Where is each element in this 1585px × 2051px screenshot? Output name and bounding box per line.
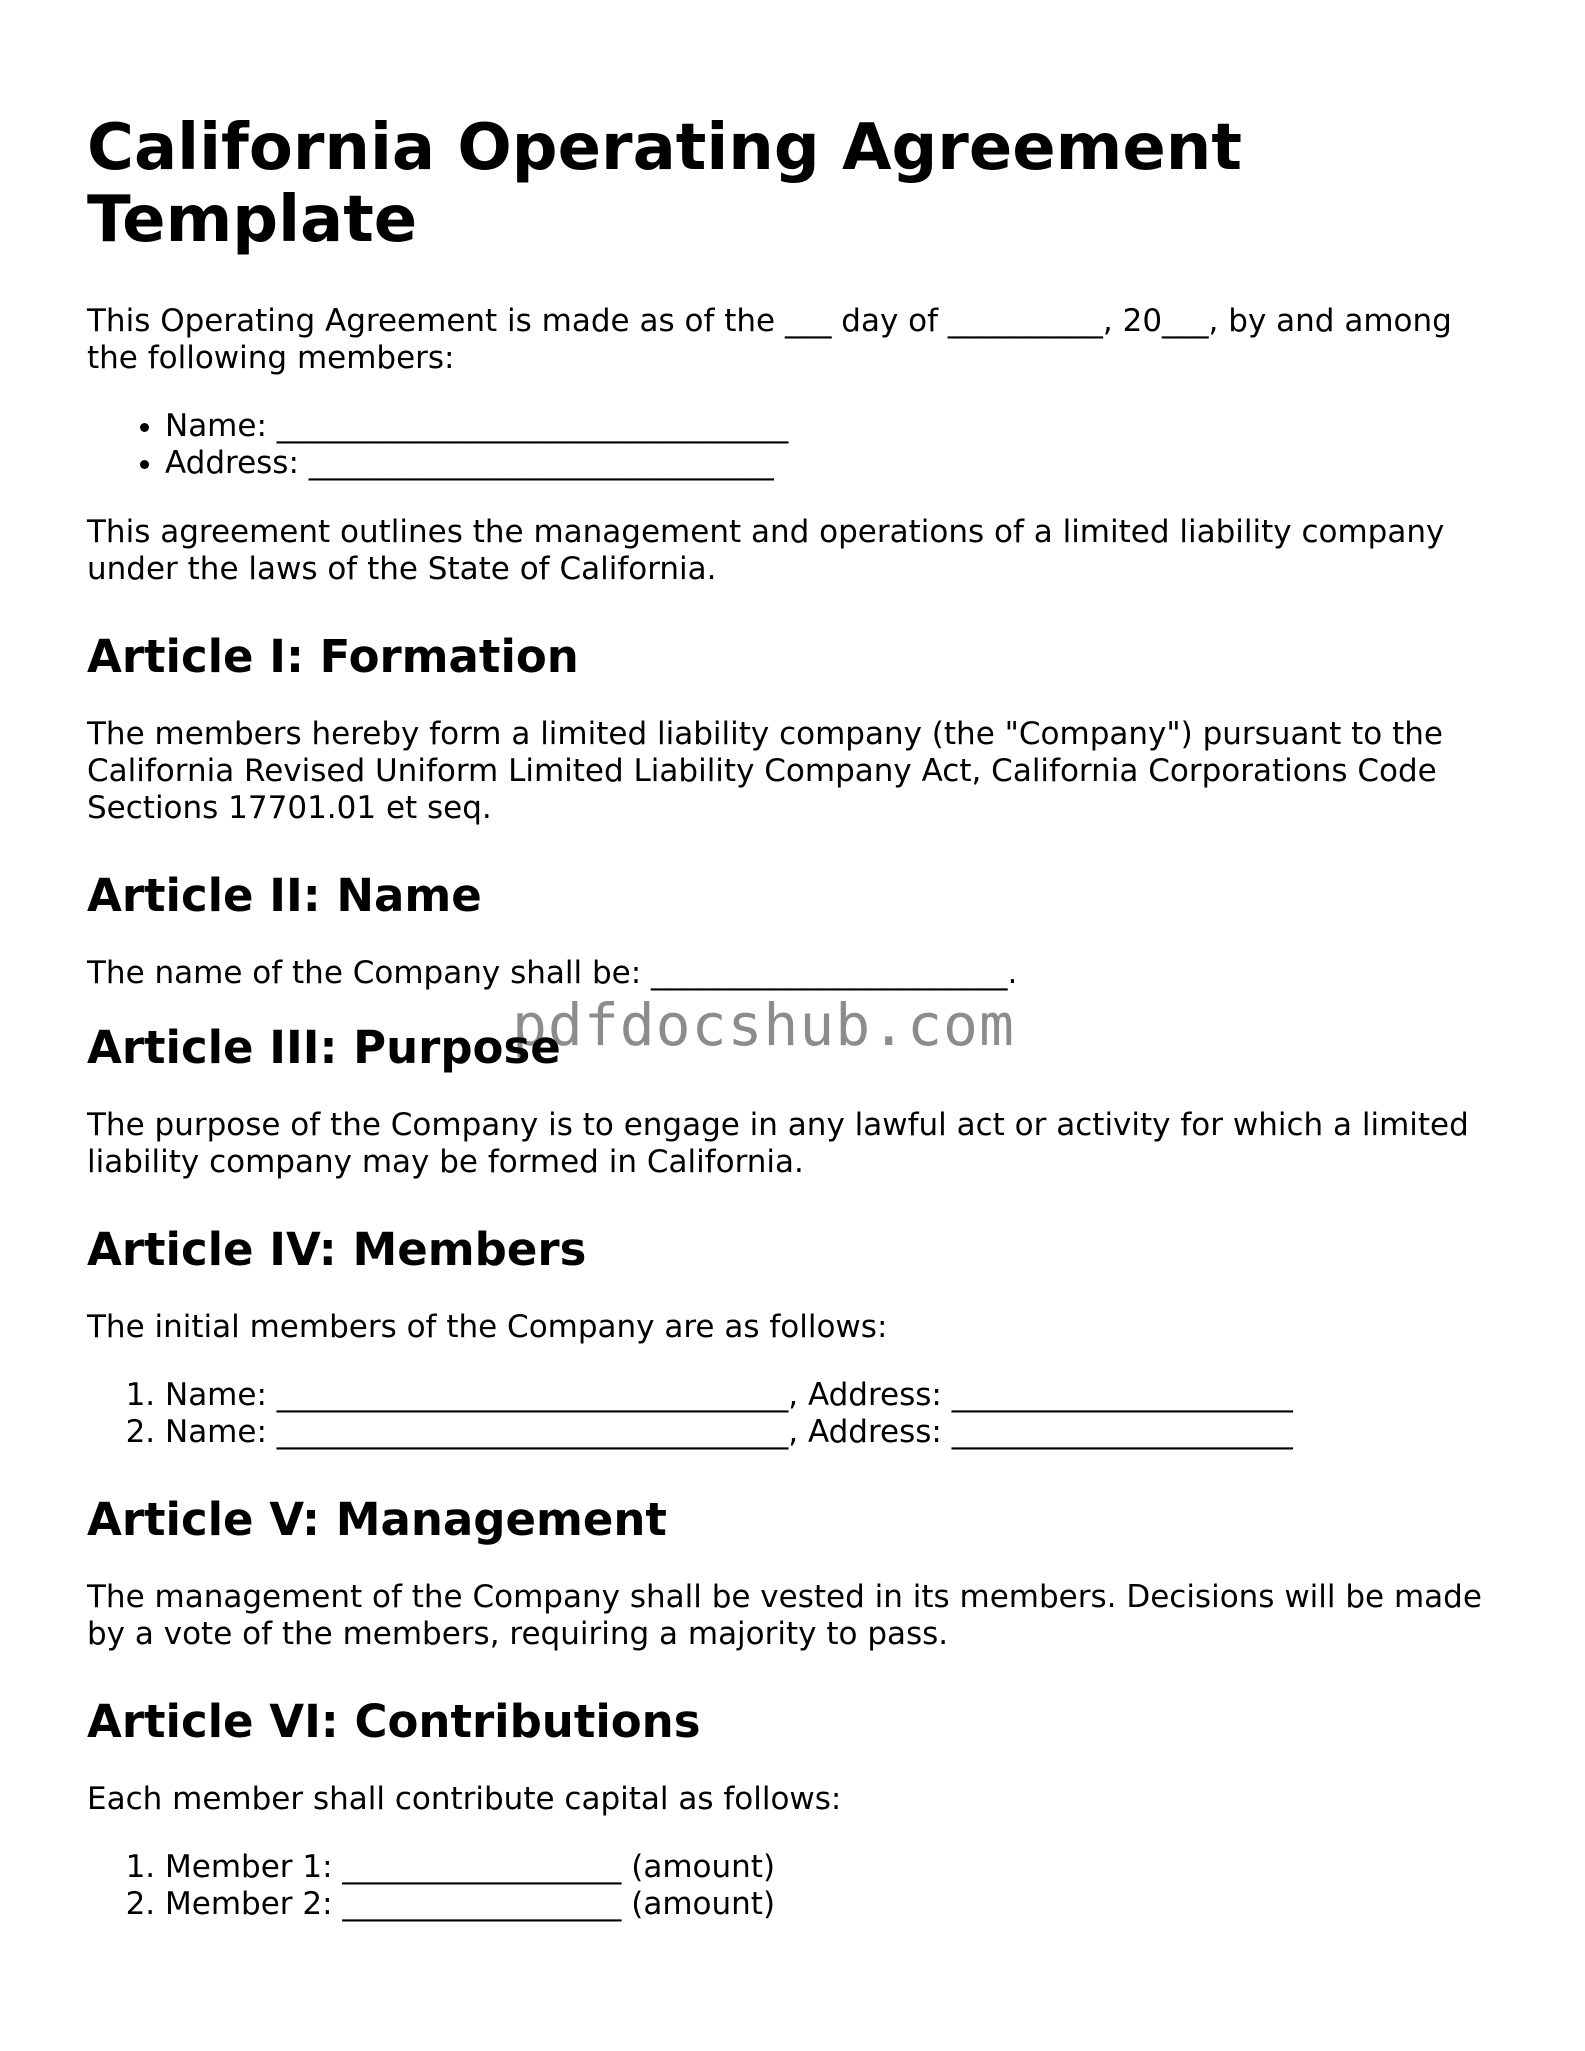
members-list — [87, 1377, 1507, 1451]
intro-name-field: • Name: _________________________________ — [165, 408, 1507, 445]
article-1-heading: Article I: Formation — [87, 630, 579, 683]
article-4-text: The initial members of the Company are as follows: — [87, 1309, 888, 1345]
article-1-text: The members hereby form a limited liability company (the "Company") pursuant to the California Revised Uniform Limited Liability Company Act, California Corporations Code Sections 17701.01 et seq. — [87, 716, 1443, 826]
intro-address-field: • Address: ______________________________ — [165, 445, 1507, 482]
article-4-heading: Article IV: Members — [87, 1223, 587, 1276]
article-3-text: The purpose of the Company is to engage in any lawful act or activity for which a limited liability company may be formed in California. — [87, 1107, 1469, 1180]
document-page — [87, 0, 1507, 1923]
article-5-text: The management of the Company shall be vested in its members. Decisions will be made by a vote of the members, requiring a majority to pass. — [87, 1579, 1482, 1652]
document-title: California Operating Agreement Template — [87, 111, 1242, 257]
article-3-heading: Article III: Purpose — [87, 1021, 561, 1074]
member-entry: 2. Name: _________________________________, Address: ______________________ — [165, 1414, 1507, 1451]
article-6-text: Each member shall contribute capital as follows: — [87, 1781, 842, 1817]
article-6-heading: Article VI: Contributions — [87, 1695, 701, 1748]
watermark: pdfdocshub.com — [512, 991, 1015, 1059]
contribution-entry: 1. Member 1: __________________ (amount) — [165, 1849, 1507, 1886]
member-entry: 1. Name: _________________________________, Address: ______________________ — [165, 1377, 1507, 1414]
article-2-text: The name of the Company shall be: _______________________. — [87, 955, 1018, 991]
overview-paragraph: This agreement outlines the management and operations of a limited liability company under the laws of the State of California. — [87, 514, 1445, 587]
article-5-heading: Article V: Management — [87, 1493, 667, 1546]
contribution-entry: 2. Member 2: __________________ (amount) — [165, 1886, 1507, 1923]
intro-member-list — [87, 408, 1507, 482]
intro-paragraph: This Operating Agreement is made as of the ___ day of __________, 20___, by and among the following members: — [87, 303, 1452, 376]
article-2-heading: Article II: Name — [87, 869, 482, 922]
contributions-list — [87, 1849, 1507, 1923]
